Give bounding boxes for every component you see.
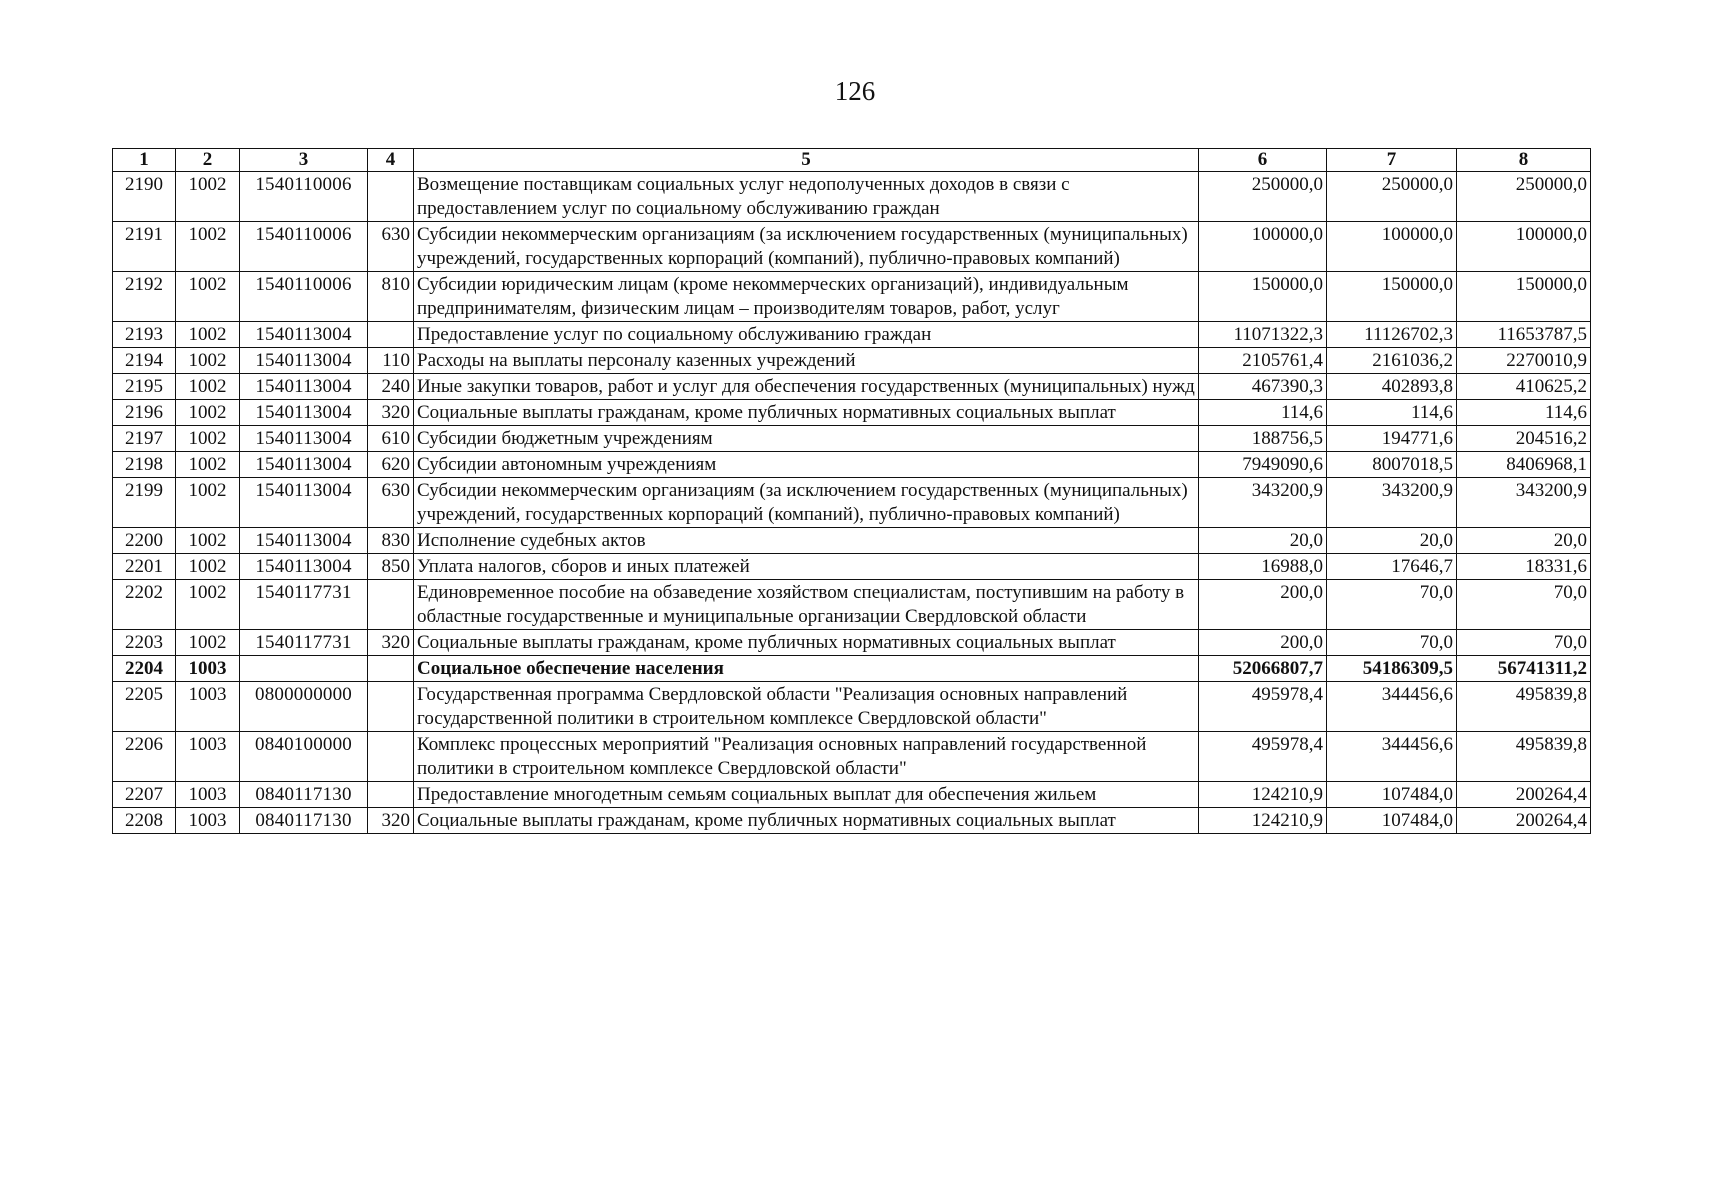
- item-name-cell: Субсидии некоммерческим организациям (за исключением государственных (муниципальных) учреждений, государственных корпораций (компаний), публично-правовых компаний): [414, 478, 1199, 528]
- amount-year-1-cell: 124210,9: [1199, 808, 1327, 834]
- amount-year-1-cell: 467390,3: [1199, 374, 1327, 400]
- section-code-cell: 1003: [176, 782, 240, 808]
- row-number-cell: 2207: [113, 782, 176, 808]
- amount-year-1-cell: 52066807,7: [1199, 656, 1327, 682]
- section-code-cell: 1002: [176, 426, 240, 452]
- expense-type-cell: 240: [368, 374, 414, 400]
- target-article-cell: 1540110006: [240, 222, 368, 272]
- expense-type-cell: [368, 322, 414, 348]
- table-row: [113, 272, 1591, 322]
- table-row: [113, 426, 1591, 452]
- column-header: 1: [113, 149, 176, 172]
- target-article-cell: 1540117731: [240, 580, 368, 630]
- amount-year-3-cell: 11653787,5: [1457, 322, 1591, 348]
- expense-type-cell: 110: [368, 348, 414, 374]
- item-name-cell: Субсидии бюджетным учреждениям: [414, 426, 1199, 452]
- target-article-cell: 1540110006: [240, 172, 368, 222]
- amount-year-2-cell: 107484,0: [1327, 808, 1457, 834]
- amount-year-1-cell: 495978,4: [1199, 732, 1327, 782]
- expense-type-cell: [368, 682, 414, 732]
- table-row: [113, 782, 1591, 808]
- row-number-cell: 2191: [113, 222, 176, 272]
- table-row: [113, 348, 1591, 374]
- target-article-cell: 1540113004: [240, 348, 368, 374]
- target-article-cell: 1540113004: [240, 374, 368, 400]
- amount-year-3-cell: 410625,2: [1457, 374, 1591, 400]
- table-row: [113, 452, 1591, 478]
- table-row: [113, 322, 1591, 348]
- table-body: [113, 172, 1591, 834]
- amount-year-3-cell: 204516,2: [1457, 426, 1591, 452]
- amount-year-2-cell: 8007018,5: [1327, 452, 1457, 478]
- section-code-cell: 1002: [176, 580, 240, 630]
- column-header: 5: [414, 149, 1199, 172]
- item-name-cell: Субсидии некоммерческим организациям (за исключением государственных (муниципальных) учреждений, государственных корпораций (компаний), публично-правовых компаний): [414, 222, 1199, 272]
- table-row: [113, 172, 1591, 222]
- amount-year-1-cell: 7949090,6: [1199, 452, 1327, 478]
- amount-year-3-cell: 70,0: [1457, 630, 1591, 656]
- expense-type-cell: 320: [368, 630, 414, 656]
- amount-year-2-cell: 402893,8: [1327, 374, 1457, 400]
- target-article-cell: 0840117130: [240, 782, 368, 808]
- amount-year-1-cell: 250000,0: [1199, 172, 1327, 222]
- amount-year-2-cell: 100000,0: [1327, 222, 1457, 272]
- header-row: [113, 149, 1591, 172]
- item-name-cell: Исполнение судебных актов: [414, 528, 1199, 554]
- row-number-cell: 2195: [113, 374, 176, 400]
- table-row: [113, 630, 1591, 656]
- section-code-cell: 1002: [176, 630, 240, 656]
- amount-year-1-cell: 188756,5: [1199, 426, 1327, 452]
- amount-year-1-cell: 200,0: [1199, 580, 1327, 630]
- item-name-cell: Комплекс процессных мероприятий "Реализация основных направлений государственной политики в строительном комплексе Свердловской области": [414, 732, 1199, 782]
- amount-year-2-cell: 70,0: [1327, 630, 1457, 656]
- target-article-cell: 0800000000: [240, 682, 368, 732]
- amount-year-1-cell: 16988,0: [1199, 554, 1327, 580]
- row-number-cell: 2196: [113, 400, 176, 426]
- row-number-cell: 2204: [113, 656, 176, 682]
- amount-year-1-cell: 20,0: [1199, 528, 1327, 554]
- amount-year-2-cell: 70,0: [1327, 580, 1457, 630]
- column-header: 8: [1457, 149, 1591, 172]
- target-article-cell: 0840117130: [240, 808, 368, 834]
- amount-year-3-cell: 114,6: [1457, 400, 1591, 426]
- section-code-cell: 1002: [176, 400, 240, 426]
- section-code-cell: 1003: [176, 808, 240, 834]
- section-code-cell: 1002: [176, 348, 240, 374]
- target-article-cell: 1540110006: [240, 272, 368, 322]
- amount-year-3-cell: 200264,4: [1457, 782, 1591, 808]
- amount-year-1-cell: 150000,0: [1199, 272, 1327, 322]
- item-name-cell: Предоставление многодетным семьям социальных выплат для обеспечения жильем: [414, 782, 1199, 808]
- amount-year-2-cell: 250000,0: [1327, 172, 1457, 222]
- amount-year-3-cell: 20,0: [1457, 528, 1591, 554]
- table-row: [113, 808, 1591, 834]
- amount-year-3-cell: 2270010,9: [1457, 348, 1591, 374]
- row-number-cell: 2203: [113, 630, 176, 656]
- row-number-cell: 2198: [113, 452, 176, 478]
- table-row: [113, 580, 1591, 630]
- row-number-cell: 2205: [113, 682, 176, 732]
- table-row: [113, 374, 1591, 400]
- item-name-cell: Единовременное пособие на обзаведение хозяйством специалистам, поступившим на работу в областные государственные и муниципальные организации Свердловской области: [414, 580, 1199, 630]
- target-article-cell: 1540113004: [240, 426, 368, 452]
- amount-year-1-cell: 495978,4: [1199, 682, 1327, 732]
- amount-year-1-cell: 124210,9: [1199, 782, 1327, 808]
- expense-type-cell: 320: [368, 400, 414, 426]
- section-code-cell: 1003: [176, 656, 240, 682]
- expense-type-cell: [368, 782, 414, 808]
- target-article-cell: 1540113004: [240, 452, 368, 478]
- row-number-cell: 2208: [113, 808, 176, 834]
- item-name-cell: Возмещение поставщикам социальных услуг недополученных доходов в связи с предоставлением услуг по социальному обслуживанию граждан: [414, 172, 1199, 222]
- item-name-cell: Социальное обеспечение населения: [414, 656, 1199, 682]
- amount-year-3-cell: 100000,0: [1457, 222, 1591, 272]
- target-article-cell: 0840100000: [240, 732, 368, 782]
- target-article-cell: 1540113004: [240, 528, 368, 554]
- column-header: 3: [240, 149, 368, 172]
- row-number-cell: 2192: [113, 272, 176, 322]
- table-row: [113, 400, 1591, 426]
- expense-type-cell: 850: [368, 554, 414, 580]
- amount-year-3-cell: 70,0: [1457, 580, 1591, 630]
- amount-year-3-cell: 200264,4: [1457, 808, 1591, 834]
- amount-year-3-cell: 18331,6: [1457, 554, 1591, 580]
- amount-year-2-cell: 107484,0: [1327, 782, 1457, 808]
- section-code-cell: 1002: [176, 554, 240, 580]
- expense-type-cell: 320: [368, 808, 414, 834]
- amount-year-1-cell: 100000,0: [1199, 222, 1327, 272]
- table-row: [113, 528, 1591, 554]
- row-number-cell: 2206: [113, 732, 176, 782]
- amount-year-2-cell: 344456,6: [1327, 682, 1457, 732]
- section-code-cell: 1003: [176, 732, 240, 782]
- section-code-cell: 1002: [176, 528, 240, 554]
- item-name-cell: Иные закупки товаров, работ и услуг для обеспечения государственных (муниципальных) нужд: [414, 374, 1199, 400]
- section-code-cell: 1003: [176, 682, 240, 732]
- section-code-cell: 1002: [176, 172, 240, 222]
- row-number-cell: 2202: [113, 580, 176, 630]
- expense-type-cell: [368, 732, 414, 782]
- target-article-cell: 1540113004: [240, 554, 368, 580]
- column-header: 2: [176, 149, 240, 172]
- expense-type-cell: 630: [368, 478, 414, 528]
- target-article-cell: [240, 656, 368, 682]
- row-number-cell: 2190: [113, 172, 176, 222]
- expense-type-cell: 620: [368, 452, 414, 478]
- section-code-cell: 1002: [176, 452, 240, 478]
- expense-type-cell: 630: [368, 222, 414, 272]
- item-name-cell: Социальные выплаты гражданам, кроме публичных нормативных социальных выплат: [414, 630, 1199, 656]
- table-row: [113, 222, 1591, 272]
- amount-year-1-cell: 343200,9: [1199, 478, 1327, 528]
- budget-table: [112, 148, 1591, 834]
- amount-year-2-cell: 194771,6: [1327, 426, 1457, 452]
- table-row: [113, 682, 1591, 732]
- table-row: [113, 732, 1591, 782]
- amount-year-2-cell: 150000,0: [1327, 272, 1457, 322]
- column-header: 4: [368, 149, 414, 172]
- amount-year-2-cell: 343200,9: [1327, 478, 1457, 528]
- expense-type-cell: [368, 656, 414, 682]
- table-row: [113, 554, 1591, 580]
- target-article-cell: 1540117731: [240, 630, 368, 656]
- table-row: [113, 656, 1591, 682]
- page-number: 126: [834, 76, 876, 106]
- section-code-cell: 1002: [176, 322, 240, 348]
- item-name-cell: Субсидии автономным учреждениям: [414, 452, 1199, 478]
- row-number-cell: 2197: [113, 426, 176, 452]
- expense-type-cell: [368, 580, 414, 630]
- row-number-cell: 2193: [113, 322, 176, 348]
- amount-year-2-cell: 114,6: [1327, 400, 1457, 426]
- amount-year-2-cell: 2161036,2: [1327, 348, 1457, 374]
- amount-year-1-cell: 11071322,3: [1199, 322, 1327, 348]
- amount-year-3-cell: 495839,8: [1457, 682, 1591, 732]
- amount-year-3-cell: 8406968,1: [1457, 452, 1591, 478]
- amount-year-3-cell: 150000,0: [1457, 272, 1591, 322]
- expense-type-cell: 610: [368, 426, 414, 452]
- item-name-cell: Предоставление услуг по социальному обслуживанию граждан: [414, 322, 1199, 348]
- section-code-cell: 1002: [176, 222, 240, 272]
- column-header: 7: [1327, 149, 1457, 172]
- row-number-cell: 2201: [113, 554, 176, 580]
- item-name-cell: Субсидии юридическим лицам (кроме некоммерческих организаций), индивидуальным предпринимателям, физическим лицам – производителям товаров, работ, услуг: [414, 272, 1199, 322]
- row-number-cell: 2194: [113, 348, 176, 374]
- amount-year-3-cell: 343200,9: [1457, 478, 1591, 528]
- expense-type-cell: [368, 172, 414, 222]
- table-row: [113, 478, 1591, 528]
- amount-year-3-cell: 56741311,2: [1457, 656, 1591, 682]
- amount-year-1-cell: 2105761,4: [1199, 348, 1327, 374]
- amount-year-1-cell: 114,6: [1199, 400, 1327, 426]
- column-header: 6: [1199, 149, 1327, 172]
- section-code-cell: 1002: [176, 478, 240, 528]
- item-name-cell: Государственная программа Свердловской области "Реализация основных направлений государственной политики в строительном комплексе Свердловской области": [414, 682, 1199, 732]
- amount-year-2-cell: 17646,7: [1327, 554, 1457, 580]
- item-name-cell: Расходы на выплаты персоналу казенных учреждений: [414, 348, 1199, 374]
- amount-year-3-cell: 495839,8: [1457, 732, 1591, 782]
- item-name-cell: Социальные выплаты гражданам, кроме публичных нормативных социальных выплат: [414, 808, 1199, 834]
- amount-year-2-cell: 344456,6: [1327, 732, 1457, 782]
- target-article-cell: 1540113004: [240, 478, 368, 528]
- amount-year-1-cell: 200,0: [1199, 630, 1327, 656]
- section-code-cell: 1002: [176, 374, 240, 400]
- item-name-cell: Социальные выплаты гражданам, кроме публичных нормативных социальных выплат: [414, 400, 1199, 426]
- amount-year-3-cell: 250000,0: [1457, 172, 1591, 222]
- amount-year-2-cell: 54186309,5: [1327, 656, 1457, 682]
- target-article-cell: 1540113004: [240, 400, 368, 426]
- item-name-cell: Уплата налогов, сборов и иных платежей: [414, 554, 1199, 580]
- amount-year-2-cell: 20,0: [1327, 528, 1457, 554]
- amount-year-2-cell: 11126702,3: [1327, 322, 1457, 348]
- expense-type-cell: 830: [368, 528, 414, 554]
- row-number-cell: 2200: [113, 528, 176, 554]
- expense-type-cell: 810: [368, 272, 414, 322]
- section-code-cell: 1002: [176, 272, 240, 322]
- row-number-cell: 2199: [113, 478, 176, 528]
- target-article-cell: 1540113004: [240, 322, 368, 348]
